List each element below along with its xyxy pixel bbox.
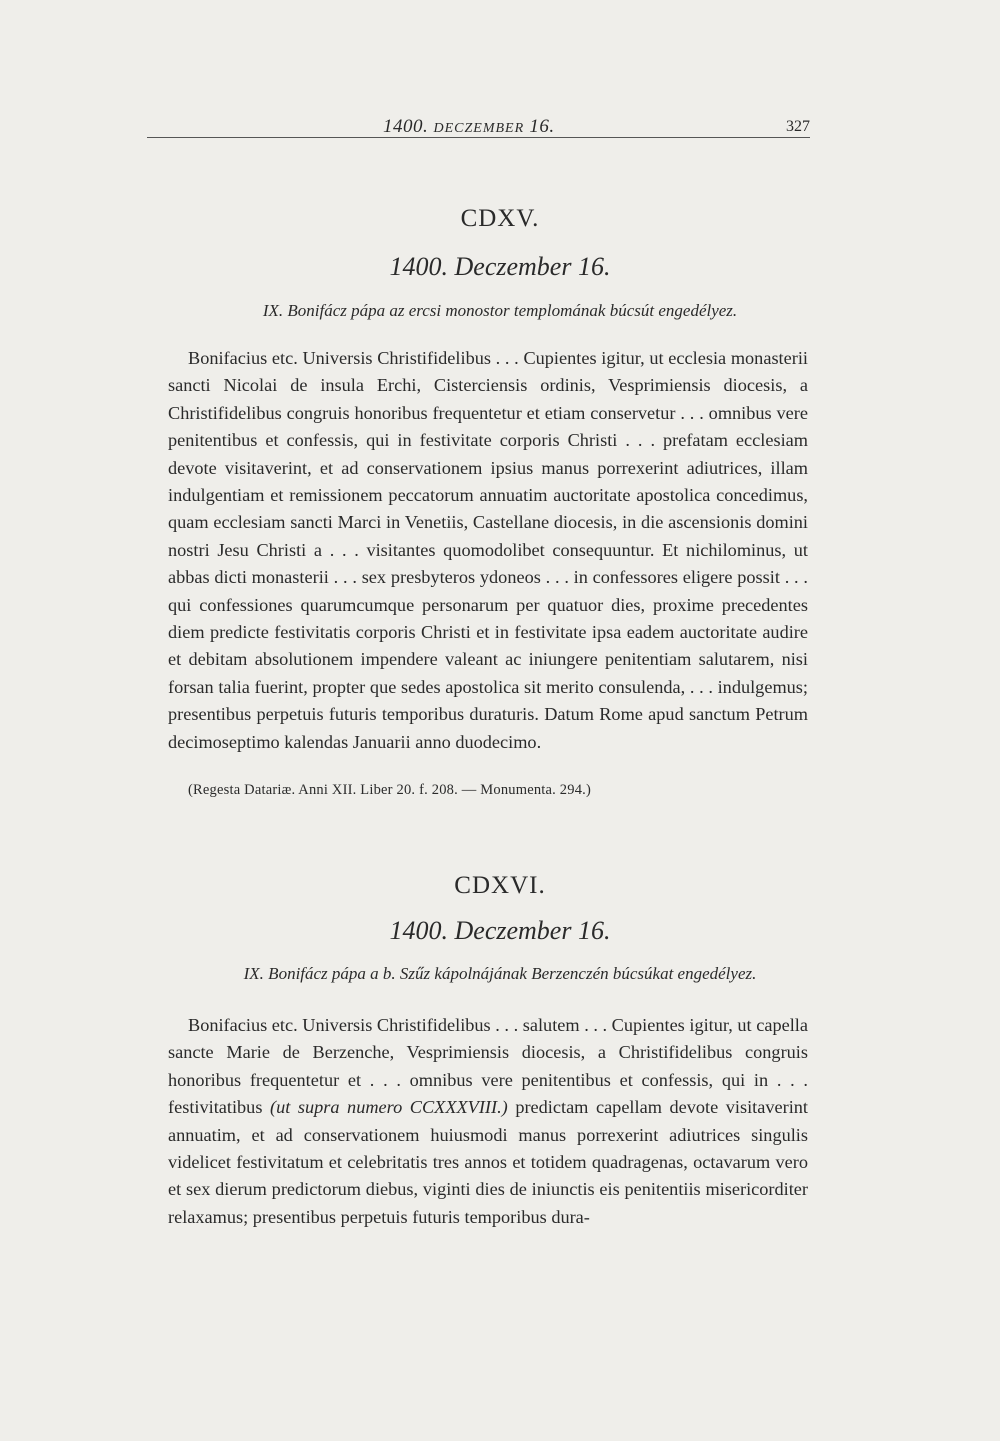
entry-date: 1400. Deczember 16. <box>389 916 611 945</box>
entry-source-reference: (Regesta Datariæ. Anni XII. Liber 20. f. 208. — Monumenta. 294.) <box>188 782 592 798</box>
entry-paragraph: Bonifacius etc. Universis Christifidelibus . . . Cupientes igitur, ut ecclesia monasterii sancti Nicolai de insula Erchi, Cisterciensis ordinis, Vesprimiensis diocesis, a Christifidelibus congruis honoribus frequentetur et etiam conservetur . . . omnibus vere penitentibus et confessis, qui in festivitate corporis Christi . . . prefatam ecclesiam devote visitaverint, et ad conservationem ipsius manus porrexerint adiutrices, illam indulgentiam et remissionem peccatorum annuatim auctoritate apostolica concedimus, quam ecclesiam sancti Marci in Venetiis, Castellane diocesis, in die ascensionis domini nostri Jesu Christi a . . . visitantes quomodolibet consequuntur. Et nichilominus, ut abbas dicti monasterii . . . sex presbyteros ydoneos . . . in confessores eligere possit . . . qui confessiones quarumcumque personarum per quatuor dies, proxime precedentes diem predicte festivitatis corporis Christi et in festivitate ipsa eadem auctoritate audire et debitam absolutionem impendere valeant ac iniungere penitentiam salutarem, nisi forsan talia fuerint, propter que sedes apostolica sit merito consulenda, . . . indulgemus; presentibus perpetuis futuris temporibus duraturis. Datum Rome apud sanctum Petrum decimoseptimo kalendas Januarii anno duodecimo. <box>168 348 808 752</box>
entry-text <box>168 1012 808 1231</box>
running-head <box>383 116 555 138</box>
running-head-day: 16. <box>529 116 555 137</box>
entry-text <box>168 345 808 756</box>
entry-paragraph <box>168 1012 808 1231</box>
entry-number: CDXV. <box>460 205 540 232</box>
page-number: 327 <box>786 118 810 135</box>
running-head-year: 1400. <box>383 116 429 137</box>
entry-cross-reference: (ut supra numero CCXXXVIII.) <box>270 1097 508 1118</box>
entry-summary: IX. Bonifácz pápa a b. Szűz kápolnájának Berzenczén búcsúkat engedélyez. <box>243 964 757 983</box>
entry-date: 1400. Deczember 16. <box>389 252 611 281</box>
running-head-month: DECZEMBER <box>433 121 525 136</box>
header-rule <box>147 137 810 138</box>
entry-text-part: Bonifacius etc. Universis Christifidelibus . . . salutem . . . Cupientes igitur, ut capella sancte Marie de Berzenche, Vesprimiensis diocesis, a Christifidelibus congruis honoribus frequentetur et . . . omnibus vere penitentibus et confessis, qui in . . . festivitatibus <box>168 1015 808 1118</box>
entry-summary: IX. Bonifácz pápa az ercsi monostor templomának búcsút engedélyez. <box>262 301 738 320</box>
entry-number: CDXVI. <box>454 872 546 899</box>
entry-text-part: predictam capellam devote visitaverint annuatim, et ad conservationem huiusmodi manus porrexerint adiutrices singulis videlicet festivitatum et celebritatis tres annos et totidem quadragenas, octavarum vero et sex dierum predictorum diebus, viginti dies de iniunctis eis penitentiis misericorditer relaxamus; presentibus perpetuis futuris temporibus dura- <box>168 1097 809 1227</box>
